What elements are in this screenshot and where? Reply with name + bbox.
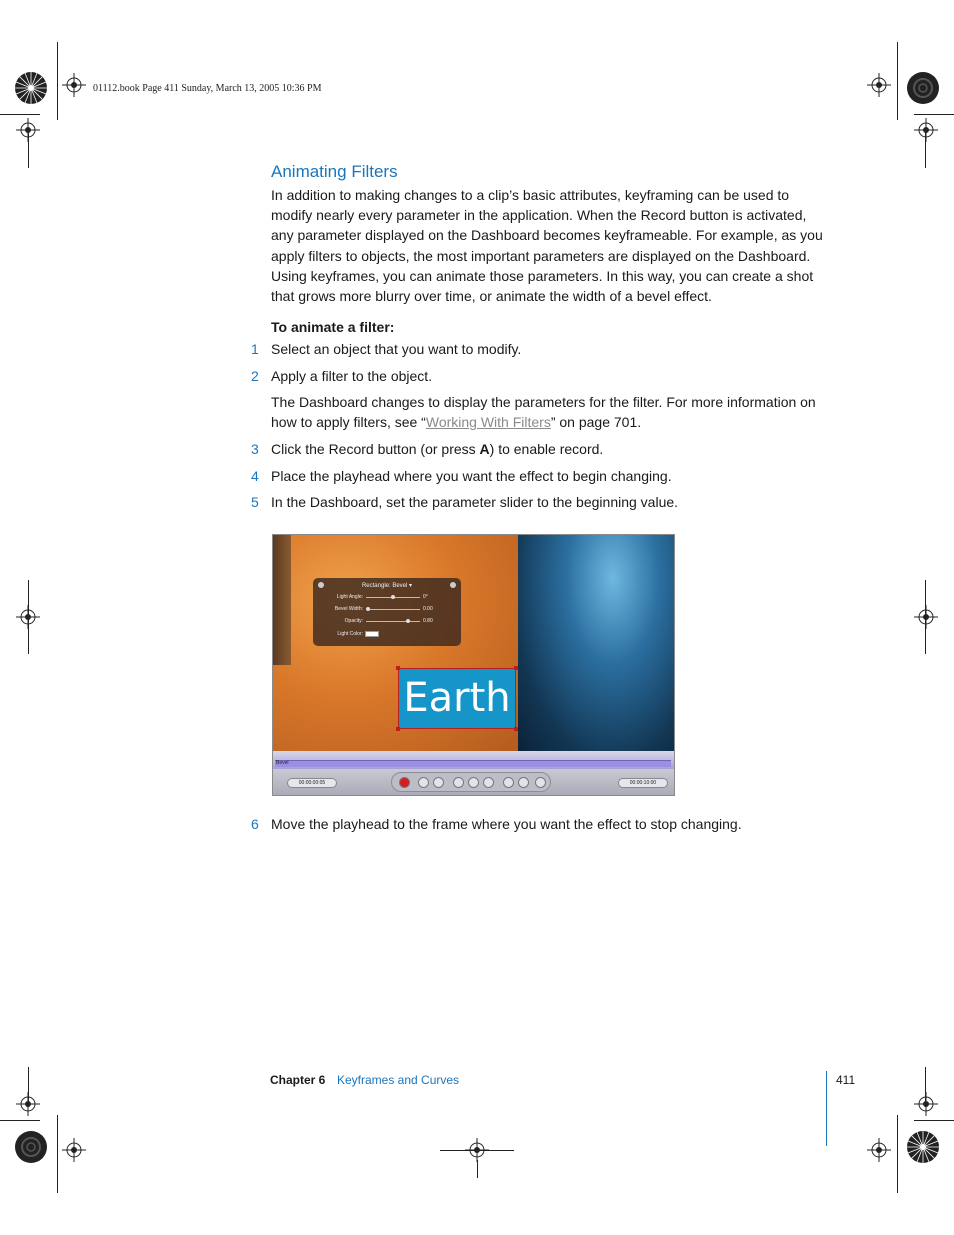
crop-line — [914, 114, 954, 115]
registration-mark-bottom-right — [906, 1130, 940, 1164]
play-forward-button[interactable] — [468, 777, 479, 788]
earth-text-object[interactable] — [398, 668, 516, 729]
go-to-end-button[interactable] — [518, 777, 529, 788]
crosshair-mark-right-upper — [914, 118, 938, 142]
step-number: 4 — [251, 468, 259, 484]
crop-line — [28, 580, 29, 654]
color-swatch[interactable] — [365, 631, 379, 637]
step-text: Select an object that you want to modify. — [271, 341, 522, 357]
canvas-right-image — [518, 535, 675, 751]
crosshair-mark-right-middle — [914, 605, 938, 629]
crop-line — [477, 1160, 478, 1178]
step-text: In the Dashboard, set the parameter slider to the beginning value. — [271, 494, 679, 510]
crosshair-mark-top-right — [867, 73, 891, 97]
param-bevel-width — [313, 606, 461, 614]
timecode-right[interactable]: 00:00:10:00 — [618, 778, 668, 788]
page-number: 411 — [836, 1073, 856, 1087]
book-info: 01112.book Page 411 Sunday, March 13, 2005 10:36 PM — [93, 83, 322, 94]
step-number: 1 — [251, 341, 259, 357]
param-light-color — [313, 631, 461, 639]
record-button[interactable] — [399, 777, 410, 788]
key-shortcut: A — [479, 441, 490, 457]
step-text-after: ) to enable record. — [489, 441, 604, 457]
step-text-before: Click the Record button (or press — [271, 441, 480, 457]
step-1 — [251, 339, 831, 359]
step-6 — [251, 814, 831, 834]
step-number: 3 — [251, 441, 259, 457]
timeline-label: Bevel — [276, 760, 289, 766]
registration-mark-top-left — [14, 71, 48, 105]
note-text-after: ” on page 701. — [550, 414, 642, 431]
play-button[interactable] — [453, 777, 464, 788]
procedure-heading: To animate a filter: — [271, 319, 395, 335]
earth-text: Earth — [403, 675, 511, 721]
footer-chapter: Chapter 6 — [270, 1073, 326, 1087]
audio-button[interactable] — [535, 777, 546, 788]
slider-knob[interactable] — [366, 607, 370, 611]
param-label: Light Angle: — [336, 594, 363, 600]
param-slider[interactable] — [366, 609, 420, 610]
step-2 — [251, 366, 831, 386]
registration-mark-bottom-left — [14, 1130, 48, 1164]
crosshair-mark-bottom-left — [62, 1138, 86, 1162]
slider-knob[interactable] — [391, 595, 395, 599]
selection-handle[interactable] — [514, 727, 518, 731]
go-to-start-button[interactable] — [418, 777, 429, 788]
dashboard-hud — [313, 578, 461, 646]
step-number: 2 — [251, 368, 259, 384]
step-2-note — [271, 392, 816, 432]
crop-line — [925, 1067, 926, 1107]
info-icon[interactable] — [450, 582, 456, 588]
crop-line — [925, 580, 926, 654]
crosshair-mark-top-left — [62, 73, 86, 97]
step-number: 5 — [251, 494, 259, 510]
crop-line — [28, 1067, 29, 1107]
crop-line — [0, 114, 40, 115]
crop-line — [897, 42, 898, 120]
crop-line — [28, 130, 29, 168]
param-label: Opacity: — [344, 618, 363, 624]
loop-button[interactable] — [483, 777, 494, 788]
step-forward-button[interactable] — [503, 777, 514, 788]
param-label: Light Color: — [337, 631, 363, 637]
section-title: Animating Filters — [271, 162, 398, 181]
transport-controls — [273, 769, 675, 796]
crop-line — [925, 130, 926, 168]
crop-line — [897, 1115, 898, 1193]
dashboard-screenshot — [272, 534, 675, 796]
crop-line — [0, 1120, 40, 1121]
param-value: 0.00 — [423, 606, 433, 612]
step-text: Apply a filter to the object. — [271, 368, 433, 384]
step-number: 6 — [251, 816, 259, 832]
param-value: 0° — [423, 594, 428, 600]
hud-title[interactable]: Rectangle: Bevel ▾ — [361, 583, 413, 589]
step-back-button[interactable] — [433, 777, 444, 788]
note-text-before: The Dashboard changes to display the parameters for the filter. For more information on how to apply filters, see “ — [271, 394, 816, 431]
step-3 — [251, 439, 831, 459]
param-label: Bevel Width: — [334, 606, 363, 612]
working-with-filters-link[interactable]: Working With Filters — [425, 414, 551, 431]
crop-line — [914, 1120, 954, 1121]
registration-mark-top-right — [906, 71, 940, 105]
crosshair-mark-bottom-right — [867, 1138, 891, 1162]
mini-timeline[interactable] — [273, 751, 675, 769]
param-slider[interactable] — [366, 621, 420, 622]
param-opacity — [313, 618, 461, 626]
step-4 — [251, 466, 831, 486]
param-value: 0.80 — [423, 618, 433, 624]
crop-line — [57, 42, 58, 120]
timeline-bar[interactable] — [275, 760, 671, 767]
intro-paragraph: In addition to making changes to a clip’s basic attributes, keyframing can be used to modify nearly every parameter in the application. When the Record button is activated, any parameter displayed on the Dashboard becomes keyframeable. For example, as you apply filters to objects, the most important parameters are displayed on the Dashboard. Using keyframes, you can animate those parameters. In this way, you can create a shot that grows more blurry over time, or animate the width of a bevel effect. — [271, 187, 823, 305]
crop-line — [57, 1115, 58, 1193]
step-text: Place the playhead where you want the effect to begin changing. — [271, 468, 672, 484]
selection-handle[interactable] — [396, 727, 400, 731]
footer-divider — [826, 1071, 827, 1146]
step-5 — [251, 492, 831, 512]
selection-handle[interactable] — [514, 666, 518, 670]
crop-line — [440, 1150, 514, 1151]
crosshair-mark-right-lower — [914, 1092, 938, 1116]
footer-chapter-title: Keyframes and Curves — [337, 1073, 460, 1087]
slider-knob[interactable] — [406, 619, 410, 623]
selection-handle[interactable] — [396, 666, 400, 670]
step-text: Move the playhead to the frame where you want the effect to stop changing. — [271, 816, 742, 832]
param-light-angle — [313, 594, 461, 602]
timecode-left[interactable]: 00:00:00:05 — [287, 778, 337, 788]
